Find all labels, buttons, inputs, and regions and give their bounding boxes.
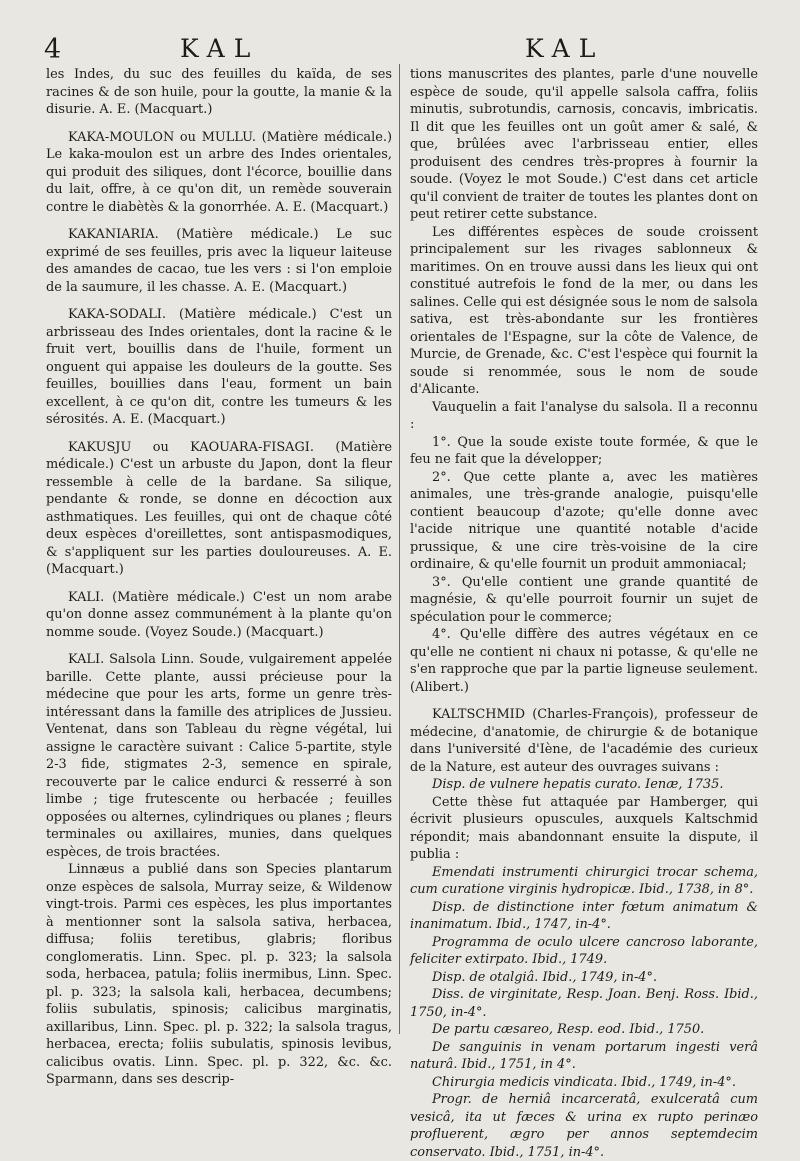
bibliography-item: Chirurgia medicis vindicata. Ibid., 1749, in-4°.	[432, 1074, 736, 1090]
entry-kaka-moulon: KAKA-MOULON ou MULLU. (Matière médicale.) Le kaka-moulon est un arbre des Indes orientales, qui produit des siliques, dont l'écorce, bouillie dans du lait, offre, à ce qu'on dit, un remède souverain contre le diabètès & la gonorrhée. A. E. (Macquart.)	[46, 129, 392, 215]
paragraph-linnaeus: Linnæus a publié dans son Species plantarum onze espèces de salsola, Murray seize, & Wildenow vingt-trois. Parmi ces espèces, les plus importantes à mentionner sont la salsola sativa, herbacea, diffusa; foliis teretibus, glabris; floribus conglomeratis. Linn. Spec. pl. p. 323; la salsola soda, herbacea, patula; foliis inermibus, Linn. Spec. pl. p. 323; la salsola kali, herbacea, decumbens; foliis subulatis, spinosis; calicibus marginatis, axillaribus, Linn. Spec. pl. p. 322; la salsola tragus, herbacea, erecta; foliis subulatis, spinosis levibus, calicibus ovatis. Linn. Spec. pl. p. 322, &c. &c. Sparmann, dans ses descrip-	[46, 862, 392, 1087]
entry-separator	[410, 696, 758, 706]
list-item-2: 2°. Que cette plante a, avec les matières animales, une très-grande analogie, puisqu'elle contient beaucoup d'azote; qu'elle donne avec l'acide nitrique une quantité notable d'acide prussique, & une cire très-voisine de la cire ordinaire, & qu'elle fournit un produit ammoniacal;	[410, 469, 758, 572]
column-rule	[399, 64, 400, 1034]
list-item-1: 1°. Que la soude existe toute formée, & que le feu ne fait que la développer;	[410, 434, 758, 467]
paragraph-vauquelin: Vauquelin a fait l'analyse du salsola. Il a reconnu :	[410, 399, 758, 432]
bibliography-item: De sanguinis in venam portarum ingesti verâ naturâ. Ibid., 1751, in 4°.	[410, 1039, 758, 1072]
bibliography-item: Disp. de distinctione inter fœtum animatum & inanimatum. Ibid., 1747, in-4°.	[410, 899, 758, 932]
bibliography-item: Emendati instrumenti chirurgici trocar schema, cum curatione virginis hydropicæ. Ibid., 1738, in 8°.	[410, 864, 758, 897]
entry-separator	[46, 216, 392, 226]
paragraph-especes: Les différentes espèces de soude croissent principalement sur les rivages sablonneux & maritimes. On en trouve aussi dans les lieux qui ont constitué autrefois le fond de la mer, ou dans les salines. Celle qui est désignée sous le nom de salsola sativa, est très-abondante sur les frontières orientales de l'Espagne, sur la côte de Valence, de Murcie, de Grenade, &c. C'est l'espèce qui fournit la soude si renommée, sous le nom de soude d'Alicante.	[410, 224, 758, 397]
running-head-left: KAL	[180, 34, 260, 63]
bibliography-item: Disp. de vulnere hepatis curato. Ienæ, 1735.	[432, 777, 724, 792]
entry-kaltschmid: KALTSCHMID (Charles-François), professeur de médecine, d'anatomie, de chirurgie & de botanique dans l'université d'Iène, de l'académie des curieux de la Nature, est auteur des ouvrages suivans :	[410, 707, 758, 775]
paragraph-continuation: tions manuscrites des plantes, parle d'une nouvelle espèce de soude, qu'il appelle salsola caffra, foliis minutis, subrotundis, carnosis, concavis, imbricatis. Il dit que les feuilles ont un goût amer & salé, & que, brûlées avec l'arbrisseau entier, elles produisent des cendres très-propres à fournir la soude. (Voyez le mot Soude.) C'est dans cet article qu'il convient de traiter de toutes les plantes dont on peut retirer cette substance.	[410, 67, 758, 222]
bibliography-item: Programma de oculo ulcere cancroso laborante, feliciter extirpato. Ibid., 1749.	[410, 934, 758, 967]
entry-separator	[46, 296, 392, 306]
entry-kaka-sodali: KAKA-SODALI. (Matière médicale.) C'est un arbrisseau des Indes orientales, dont la racine & le fruit vert, bouillis dans de l'huile, forment un onguent qui appaise les douleurs de la goutte. Ses feuilles, bouillies dans l'eau, forment un bain excellent, à ce qu'on dit, contre les tumeurs & les sérosités. A. E. (Macquart.)	[46, 307, 392, 427]
entry-separator	[46, 119, 392, 129]
entry-separator	[46, 641, 392, 651]
left-column	[46, 66, 392, 1089]
bibliography-item: Progr. de herniâ incarceratâ, exulceratâ cum vesicâ, ita ut fæces & urina ex rupto perinæo profluerent, ægro per annos septemdecim conservato. Ibid., 1751, in-4°.	[410, 1092, 758, 1160]
entry-kali-salsola: KALI. Salsola Linn. Soude, vulgairement appelée barille. Cette plante, aussi précieuse pour la médecine que pour les arts, forme un genre très-intéressant dans la famille des atriplices de Jussieu. Ventenat, dans son Tableau du règne végétal, lui assigne le caractère suivant : Calice 5-partite, style 2-3 fide, stigmates 2-3, semence en spirale, recouverte par le calice endurci & resserré à son limbe ; tige frutescente ou herbacée ; feuilles opposées ou alternes, cylindriques ou planes ; fleurs terminales ou axillaires, munies, dans quelques espèces, de trois bractées.	[46, 652, 392, 860]
entry-kali-matiere: KALI. (Matière médicale.) C'est un nom arabe qu'on donne assez communément à la plante qu'on nomme soude. (Voyez Soude.) (Macquart.)	[46, 589, 392, 640]
list-item-3: 3°. Qu'elle contient une grande quantité de magnésie, & qu'elle pourroit fournir un sujet de spéculation pour le commerce;	[410, 574, 758, 625]
bibliography-item: Disp. de otalgiâ. Ibid., 1749, in-4°.	[432, 969, 658, 985]
running-head-right: KAL	[525, 34, 605, 63]
entry-kakaniaria: KAKANIARIA. (Matière médicale.) Le suc exprimé de ses feuilles, pris avec la liqueur laiteuse des amandes de cacao, tue les vers : si l'on emploie de la saumure, il les chasse. A. E. (Macquart.)	[46, 227, 392, 295]
paragraph-continuation: les Indes, du suc des feuilles du kaïda, de ses racines & de son huile, pour la goutte, la manie & la disurie. A. E. (Macquart.)	[46, 67, 392, 117]
bibliography-item: De partu cæsareo, Resp. eod. Ibid., 1750.	[432, 1022, 705, 1037]
entry-separator	[46, 429, 392, 439]
list-item-4: 4°. Qu'elle diffère des autres végétaux en ce qu'elle ne contient ni chaux ni potasse, & qu'elle ne s'en rapproche que par la partie ligneuse seulement. (Alibert.)	[410, 627, 758, 695]
right-column	[410, 66, 758, 1161]
entry-separator	[46, 579, 392, 589]
paragraph-hamberger: Cette thèse fut attaquée par Hamberger, qui écrivit plusieurs opuscules, auxquels Kaltschmid répondit; mais abandonnant ensuite la dispute, il publia :	[410, 794, 758, 862]
bibliography-item: Diss. de virginitate, Resp. Joan. Benj. Ross. Ibid., 1750, in-4°.	[410, 987, 758, 1020]
entry-kakusju: KAKUSJU ou KAOUARA-FISAGI. (Matière médicale.) C'est un arbuste du Japon, dont la fleur ressemble à celle de la bardane. Sa silique, pendante & ronde, se donne en décoction aux asthmatiques. Les feuilles, qui ont de chaque côté deux espèces d'oreillettes, sont antispasmodiques, & s'appliquent sur les parties douloureuses. A. E. (Macquart.)	[46, 439, 392, 577]
page-number: 4	[44, 34, 62, 65]
